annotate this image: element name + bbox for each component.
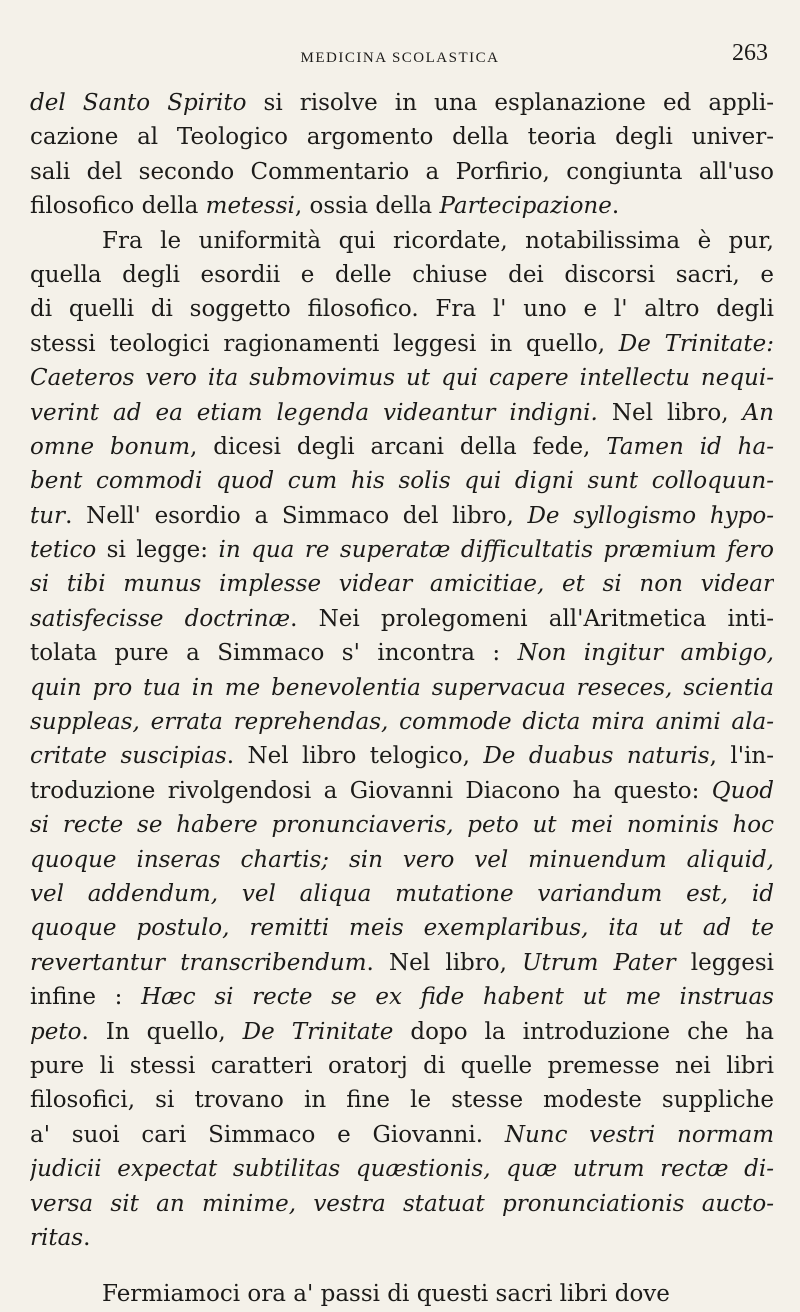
italic-text: Nunc vestri normam (504, 1121, 774, 1148)
roman-text: . Nei prolegomeni all'Aritmetica inti- (290, 605, 774, 632)
text-line (30, 1118, 774, 1152)
italic-text: revertantur transcribendum (30, 949, 367, 976)
text-line (30, 636, 774, 670)
roman-text: . (611, 193, 620, 220)
italic-text: versa sit an minime, vestra statuat pronunciationis aucto- (30, 1190, 774, 1217)
text-line (30, 86, 774, 120)
text-line (30, 430, 774, 464)
roman-text: sali del secondo Commentario a Porfirio, congiunta all'uso (30, 158, 774, 185)
italic-text: De Trinitate (242, 1018, 394, 1045)
roman-text: pure li stessi caratteri oratorj di quelle premesse nei libri (30, 1052, 774, 1079)
text-line (30, 567, 774, 601)
italic-text: peto (30, 1018, 82, 1045)
text-line (30, 843, 774, 877)
roman-text: cazione al Teologico argomento della teoria degli univer- (30, 124, 774, 151)
paragraph (30, 224, 774, 1256)
page-header (0, 40, 800, 80)
text-line (30, 1049, 774, 1083)
text-line (30, 361, 774, 395)
text-line (30, 1083, 774, 1117)
roman-text: , dicesi degli arcani della fede, (190, 433, 607, 460)
text-line (30, 1187, 774, 1221)
text-line (30, 705, 774, 739)
text-line (30, 739, 774, 773)
text-line (30, 808, 774, 842)
italic-text: verint ad ea etiam legenda videantur indigni. (30, 399, 598, 426)
italic-text: in qua re superatæ difficultatis præmium fero (218, 537, 774, 564)
italic-text: vel addendum, vel aliqua mutatione variandum est, id (30, 880, 774, 907)
paragraph (30, 1277, 774, 1311)
italic-text: tetico (30, 537, 97, 564)
running-head: MEDICINA SCOLASTICA (300, 50, 500, 66)
italic-text: Quod (711, 777, 774, 804)
text-line (30, 120, 774, 154)
text-line (30, 499, 774, 533)
text-line (30, 292, 774, 326)
text-line (30, 533, 774, 567)
italic-text: critate suscipias (30, 743, 227, 770)
page-number: 263 (732, 40, 768, 66)
text-line (30, 189, 774, 223)
italic-text: quin pro tua in me benevolentia supervacua reseces, scientia (30, 674, 774, 701)
roman-text: Fermiamoci ora a' passi di questi sacri libri dove (102, 1281, 670, 1308)
text-line (30, 1221, 774, 1255)
roman-text: leggesi (675, 949, 774, 976)
body-text (30, 86, 774, 1312)
roman-text: . (83, 1224, 91, 1251)
italic-text: Non ingitur ambigo, (517, 640, 774, 667)
italic-text: si recte se habere pronunciaveris, peto ut mei nominis hoc (30, 812, 774, 839)
roman-text: troduzione rivolgendosi a Giovanni Diacono ha questo: (30, 777, 712, 804)
italic-text: quoque inseras chartis; sin vero vel minuendum aliquid, (30, 846, 774, 873)
italic-text: De duabus naturis (483, 743, 710, 770)
text-line (30, 1015, 774, 1049)
text-line (30, 946, 774, 980)
text-line (30, 258, 774, 292)
paragraph (30, 86, 774, 224)
italic-text: del Santo Spirito (30, 90, 247, 116)
italic-text: De Trinitate: (618, 330, 774, 357)
text-line (30, 877, 774, 911)
roman-text: di quelli di soggetto filosofico. Fra l' uno e l' altro degli (30, 296, 774, 323)
italic-text: suppleas, errata reprehendas, commode dicta mira animi ala- (30, 709, 774, 736)
text-line (30, 602, 774, 636)
italic-text: judicii expectat subtilitas quæstionis, quæ utrum rectæ di- (30, 1156, 774, 1183)
roman-text: filosofici, si trovano in fine le stesse modeste suppliche (30, 1087, 774, 1114)
italic-text: tur (30, 502, 66, 529)
roman-text: , ossia della (294, 193, 440, 220)
italic-text: quoque postulo, remitti meis exemplaribus, ita ut ad te (30, 915, 774, 942)
roman-text: quella degli esordii e delle chiuse dei discorsi sacri, e (30, 261, 774, 288)
roman-text: a' suoi cari Simmaco e Giovanni. (30, 1121, 505, 1148)
text-line (30, 1152, 774, 1186)
text-line (30, 464, 774, 498)
roman-text: . Nel libro, (366, 949, 523, 976)
roman-text: filosofico della (30, 193, 206, 220)
text-line (30, 911, 774, 945)
text-line (30, 155, 774, 189)
italic-text: si tibi munus implesse videar amicitiae, et si non videar (30, 571, 774, 598)
italic-text: Caeteros vero ita submovimus ut qui capere intellectu nequi- (30, 365, 774, 392)
text-line (30, 1277, 774, 1311)
roman-text: . Nel libro telogico, (226, 743, 484, 770)
italic-text: Hæc si recte se ex fide habent ut me instruas (141, 984, 774, 1011)
paragraph-gap (30, 1255, 774, 1277)
roman-text: dopo la introduzione che ha (393, 1018, 774, 1045)
text-line (30, 327, 774, 361)
roman-text: Fra le uniformità qui ricordate, notabilissima è pur, (102, 227, 774, 254)
roman-text: si legge: (96, 537, 219, 564)
roman-text: infine : (30, 984, 142, 1011)
roman-text: , l'in- (709, 743, 774, 770)
roman-text: tolata pure a Simmaco s' incontra : (30, 640, 518, 667)
italic-text: Partecipazione (439, 193, 612, 220)
italic-text: satisfecisse doctrinæ (30, 605, 291, 632)
roman-text: stessi teologici ragionamenti leggesi in quello, (30, 330, 619, 357)
italic-text: ritas (30, 1224, 84, 1251)
italic-text: bent commodi quod cum his solis qui digni sunt colloquun- (30, 468, 774, 495)
italic-text: metessi (205, 193, 295, 220)
text-line (30, 774, 774, 808)
italic-text: omne bonum (30, 433, 190, 460)
text-line (30, 396, 774, 430)
italic-text: Tamen id ha- (606, 433, 774, 460)
roman-text: . Nell' esordio a Simmaco del libro, (65, 502, 528, 529)
roman-text: . In quello, (81, 1018, 243, 1045)
roman-text: Nel libro, (597, 399, 743, 426)
roman-text: si risolve in una esplanazione ed appli- (246, 90, 774, 116)
italic-text: De syllogismo hypo- (527, 502, 774, 529)
text-line (30, 980, 774, 1014)
italic-text: Utrum Pater (522, 949, 676, 976)
text-line (30, 671, 774, 705)
italic-text: An (742, 399, 774, 426)
text-line (30, 224, 774, 258)
